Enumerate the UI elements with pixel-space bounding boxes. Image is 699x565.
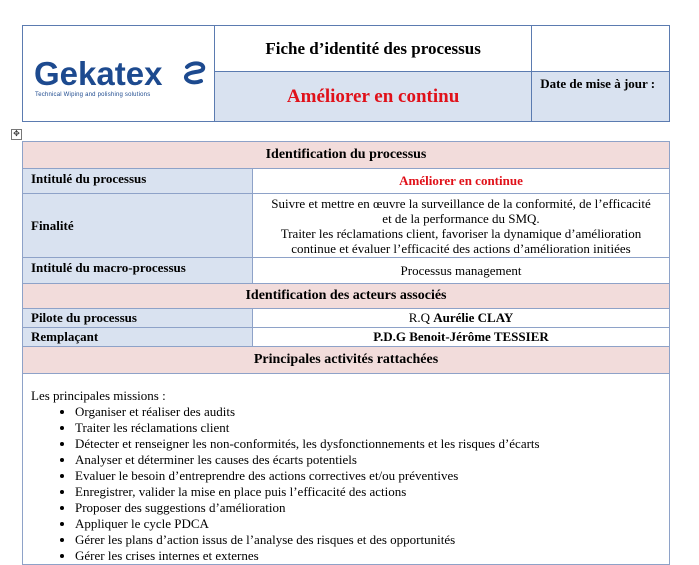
list-item: • Analyser et déterminer les causes des écarts potentiels [75, 452, 669, 468]
missions-list [31, 404, 669, 564]
section-heading-activities: Principales activités rattachées [23, 347, 670, 374]
process-title-value: Améliorer en continue [253, 169, 670, 194]
purpose-line: continue et évaluer l’efficacité des actions d’amélioration initiées [291, 240, 631, 256]
list-item: • Proposer des suggestions d’amélioration [75, 500, 669, 516]
list-item: • Evaluer le besoin d’entreprendre des actions correctives et/ou préventives [75, 468, 669, 484]
update-date-label: Date de mise à jour : [532, 72, 670, 122]
blank-cell [532, 26, 670, 72]
pilot-value [253, 309, 670, 328]
purpose-line: Traiter les réclamations client, favoriser la dynamique d’amélioration [280, 225, 642, 241]
list-item: • Gérer les crises internes et externes [75, 548, 669, 564]
list-item: • Enregistrer, valider la mise en place puis l’efficacité des actions [75, 484, 669, 500]
substitute-value [253, 328, 670, 347]
pilot-label: Pilote du processus [23, 309, 253, 328]
list-item: • Détecter et renseigner les non-conformités, les dysfonctionnements et les risques d’écarts [75, 436, 669, 452]
process-title-label: Intitulé du processus [23, 169, 253, 194]
pilot-name: Aurélie CLAY [433, 310, 514, 325]
purpose-line: Suivre et mettre en œuvre la surveillance de la conformité, de l’efficacité [271, 195, 651, 211]
substitute-label: Remplaçant [23, 328, 253, 347]
pilot-role: R.Q [408, 310, 434, 325]
logo-tagline: Technical Wiping and polishing solutions [35, 91, 151, 98]
header-table [22, 25, 670, 122]
section-heading-actors: Identification des acteurs associés [23, 284, 670, 309]
table-move-handle-icon[interactable]: ✥ [11, 129, 22, 140]
identity-table [22, 141, 670, 565]
document-title: Fiche d’identité des processus [215, 26, 532, 72]
substitute-name: Benoit-Jérôme TESSIER [409, 329, 549, 344]
logo-wordmark: Gekatex [34, 54, 163, 92]
list-item: • Organiser et réaliser des audits [75, 404, 669, 420]
process-name: Améliorer en continu [215, 72, 532, 122]
missions-cell [23, 374, 670, 565]
macro-process-label: Intitulé du macro-processus [23, 258, 253, 284]
list-item: • Gérer les plans d’action issus de l’analyse des risques et des opportunités [75, 532, 669, 548]
logo-swoosh-icon [183, 61, 207, 87]
list-item: • Traiter les réclamations client [75, 420, 669, 436]
section-heading-process: Identification du processus [23, 142, 670, 169]
list-item: • Appliquer le cycle PDCA [75, 516, 669, 532]
substitute-role: P.D.G [373, 329, 410, 344]
purpose-line: et de la performance du SMQ. [382, 210, 540, 226]
logo-cell [23, 26, 215, 122]
gekatex-logo [23, 27, 214, 121]
purpose-label: Finalité [23, 194, 253, 258]
missions-intro: Les principales missions : [31, 388, 166, 403]
purpose-value [253, 194, 670, 258]
macro-process-value: Processus management [253, 258, 670, 284]
